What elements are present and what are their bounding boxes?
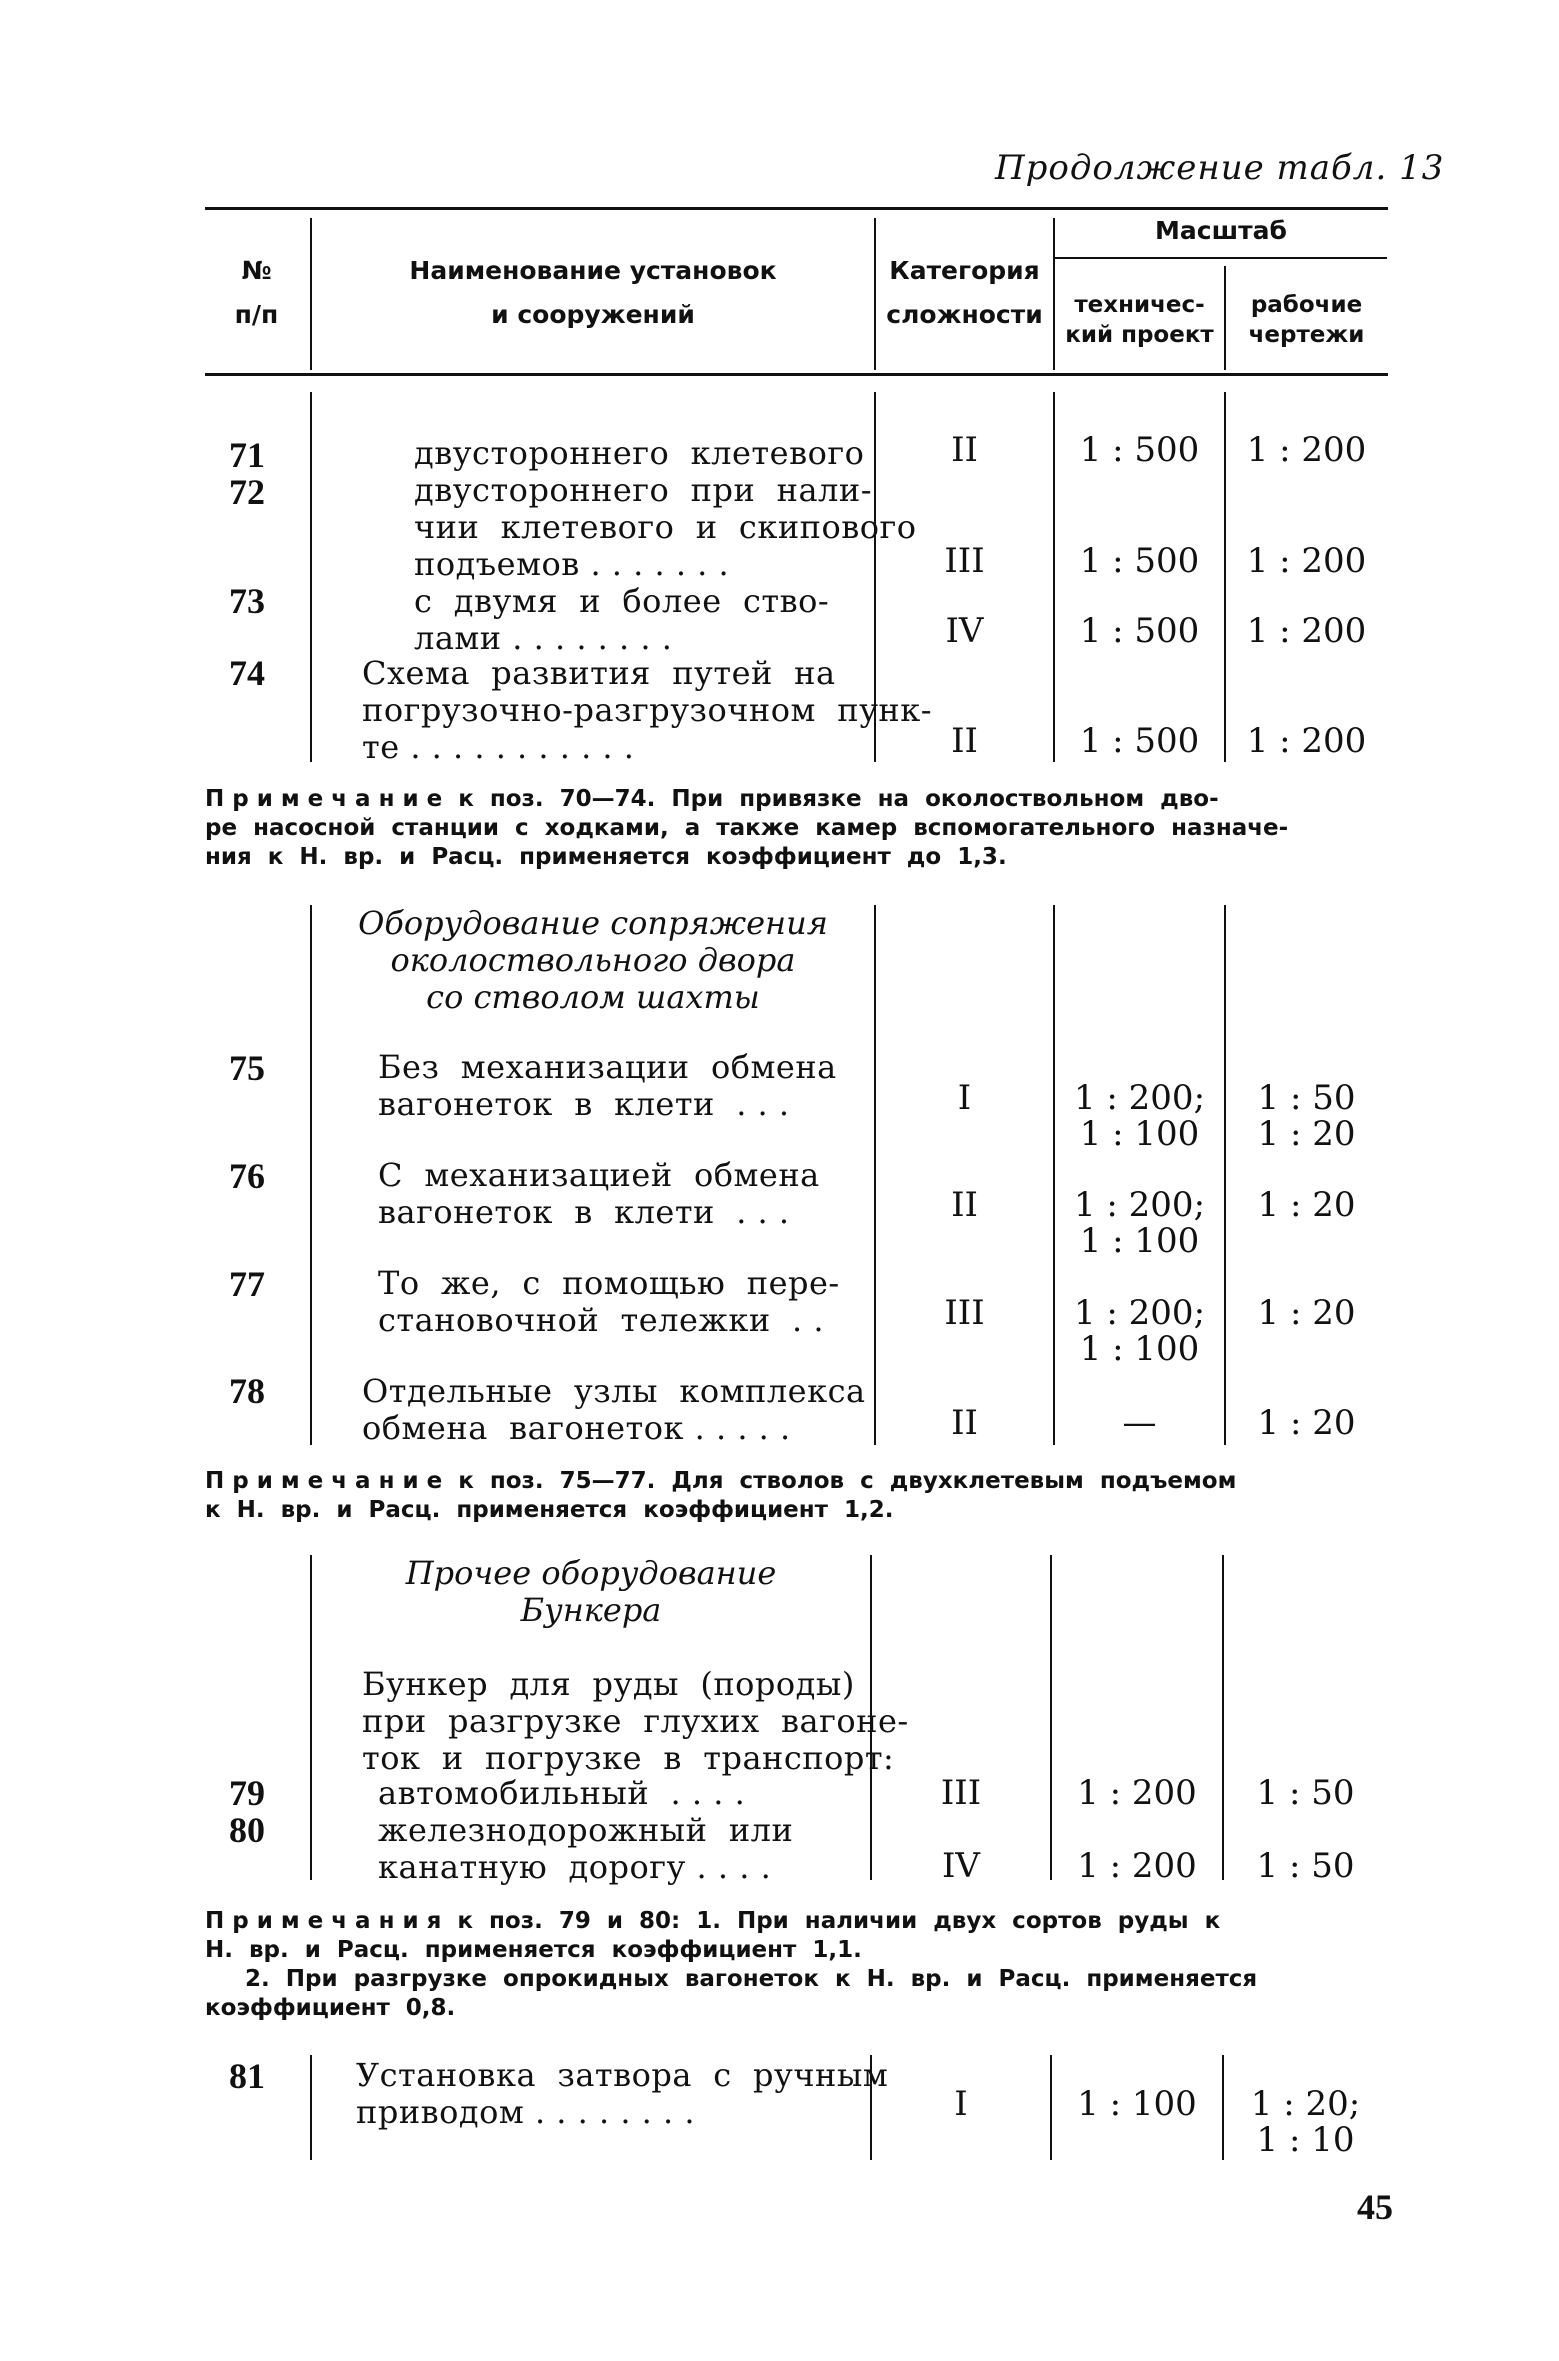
header-name: Наименование установок и сооружений bbox=[409, 256, 777, 329]
row-tech-scale: 1 : 500 bbox=[1079, 611, 1200, 651]
note: П р и м е ч а н и е к поз. 75—77. Для стволов с двухклетевым подъемом к Н. вр. и Расц. применяется коэффициент 1,2. bbox=[205, 1468, 1237, 1523]
row-work-scale: 1 : 50 1 : 20 bbox=[1257, 1078, 1356, 1154]
row-tech-scale: 1 : 200; 1 : 100 bbox=[1073, 1185, 1206, 1261]
row-name: Отдельные узлы комплекса обмена вагонеток . . . . . bbox=[362, 1372, 866, 1447]
row-number: 76 bbox=[229, 1156, 265, 1196]
row-work-scale: 1 : 20; 1 : 10 bbox=[1250, 2084, 1361, 2160]
row-work-scale: 1 : 20 bbox=[1257, 1293, 1356, 1333]
row-tech-scale: — bbox=[1122, 1403, 1157, 1443]
row-name: Установка затвора с ручным приводом . . . . . . . . bbox=[356, 2056, 889, 2131]
row-category: II bbox=[951, 1185, 978, 1225]
row-number: 73 bbox=[229, 581, 265, 621]
column-divider bbox=[310, 2055, 312, 2160]
row-category: I bbox=[957, 1078, 972, 1118]
note: П р и м е ч а н и е к поз. 70—74. При привязке на околоствольном дво- ре насосной станции с ходками, а также камер вспомогательного назначе- ния к Н. вр. и Расц. применяется коэффициент до 1,3. bbox=[205, 786, 1289, 870]
section-title: Прочее оборудование Бункера bbox=[405, 1554, 777, 1629]
header-working-drawings: рабочие чертежи bbox=[1248, 292, 1365, 348]
row-work-scale: 1 : 20 bbox=[1257, 1403, 1356, 1443]
row-tech-scale: 1 : 500 bbox=[1079, 721, 1200, 761]
row-number: 77 bbox=[229, 1264, 265, 1304]
table-caption: Продолжение табл. 13 bbox=[995, 148, 1445, 188]
section-intro: Бункер для руды (породы) при разгрузке глухих вагоне- ток и погрузке в транспорт: bbox=[362, 1665, 909, 1777]
row-tech-scale: 1 : 500 bbox=[1079, 430, 1200, 470]
row-work-scale: 1 : 50 bbox=[1256, 1773, 1355, 1813]
row-number: 79 bbox=[229, 1773, 265, 1813]
row-name: То же, с помощью пере- становочной тележки . . bbox=[378, 1264, 840, 1339]
page-number: 45 bbox=[1357, 2187, 1393, 2227]
section-title: Оборудование сопряжения околоствольного двора со стволом шахты bbox=[358, 904, 828, 1016]
row-tech-scale: 1 : 100 bbox=[1077, 2084, 1197, 2124]
row-tech-scale: 1 : 500 bbox=[1079, 541, 1200, 581]
row-tech-scale: 1 : 200; 1 : 100 bbox=[1073, 1293, 1206, 1369]
row-category: III bbox=[944, 541, 985, 581]
row-name: Без механизации обмена вагонеток в клети . . . bbox=[378, 1048, 837, 1123]
row-number: 81 bbox=[229, 2056, 265, 2096]
row-work-scale: 1 : 50 bbox=[1256, 1846, 1355, 1886]
row-name: двустороннего клетевого bbox=[414, 434, 865, 472]
header-tech-project: техничес- кий проект bbox=[1065, 292, 1214, 348]
column-divider bbox=[874, 905, 876, 1445]
row-category: III bbox=[944, 1293, 985, 1333]
row-number: 80 bbox=[229, 1810, 265, 1850]
column-divider bbox=[310, 392, 312, 762]
row-work-scale: 1 : 200 bbox=[1246, 430, 1367, 470]
header-top-rule bbox=[205, 207, 1388, 210]
row-tech-scale: 1 : 200 bbox=[1077, 1846, 1197, 1886]
row-number: 74 bbox=[229, 653, 265, 693]
row-name: железнодорожный или канатную дорогу . . . . bbox=[378, 1811, 794, 1886]
row-category: IV bbox=[945, 611, 984, 651]
header-num: № п/п bbox=[234, 256, 279, 329]
row-work-scale: 1 : 200 bbox=[1246, 541, 1367, 581]
row-number: 71 bbox=[229, 435, 265, 475]
row-tech-scale: 1 : 200 bbox=[1077, 1773, 1197, 1813]
row-number: 72 bbox=[229, 472, 265, 512]
row-category: III bbox=[940, 1773, 982, 1813]
row-category: II bbox=[951, 430, 978, 470]
row-name: с двумя и более ство- лами . . . . . . . . bbox=[414, 582, 830, 657]
row-category: II bbox=[951, 1403, 978, 1443]
column-divider bbox=[1050, 1555, 1052, 1880]
row-name: двустороннего при нали- чии клетевого и скипового подъемов . . . . . . . bbox=[414, 471, 917, 583]
row-category: I bbox=[954, 2084, 968, 2124]
row-category: II bbox=[951, 721, 978, 761]
header-bottom-rule bbox=[205, 373, 1388, 376]
row-work-scale: 1 : 20 bbox=[1257, 1185, 1356, 1225]
column-divider bbox=[1224, 905, 1226, 1445]
row-number: 78 bbox=[229, 1371, 265, 1411]
column-divider bbox=[1222, 1555, 1224, 1880]
header-scale-rule bbox=[1055, 257, 1387, 259]
row-name: Схема развития путей на погрузочно-разгрузочном пунк- те . . . . . . . . . . . bbox=[362, 654, 933, 766]
row-work-scale: 1 : 200 bbox=[1246, 611, 1367, 651]
row-tech-scale: 1 : 200; 1 : 100 bbox=[1073, 1078, 1206, 1154]
header-category: Категория сложности bbox=[886, 256, 1043, 329]
row-number: 75 bbox=[229, 1048, 265, 1088]
row-name: С механизацией обмена вагонеток в клети . . . bbox=[378, 1156, 820, 1231]
row-name: автомобильный . . . . bbox=[378, 1774, 746, 1812]
note: П р и м е ч а н и я к поз. 79 и 80: 1. При наличии двух сортов руды к Н. вр. и Расц. применяется коэффициент 1,1. 2. При разгрузке опрокидных вагонеток к Н. вр. и Расц. применяется коэффициент 0,8. bbox=[205, 1908, 1258, 2021]
row-work-scale: 1 : 200 bbox=[1246, 721, 1367, 761]
row-category: IV bbox=[942, 1846, 980, 1886]
header-scale: Масштаб bbox=[1155, 216, 1287, 245]
